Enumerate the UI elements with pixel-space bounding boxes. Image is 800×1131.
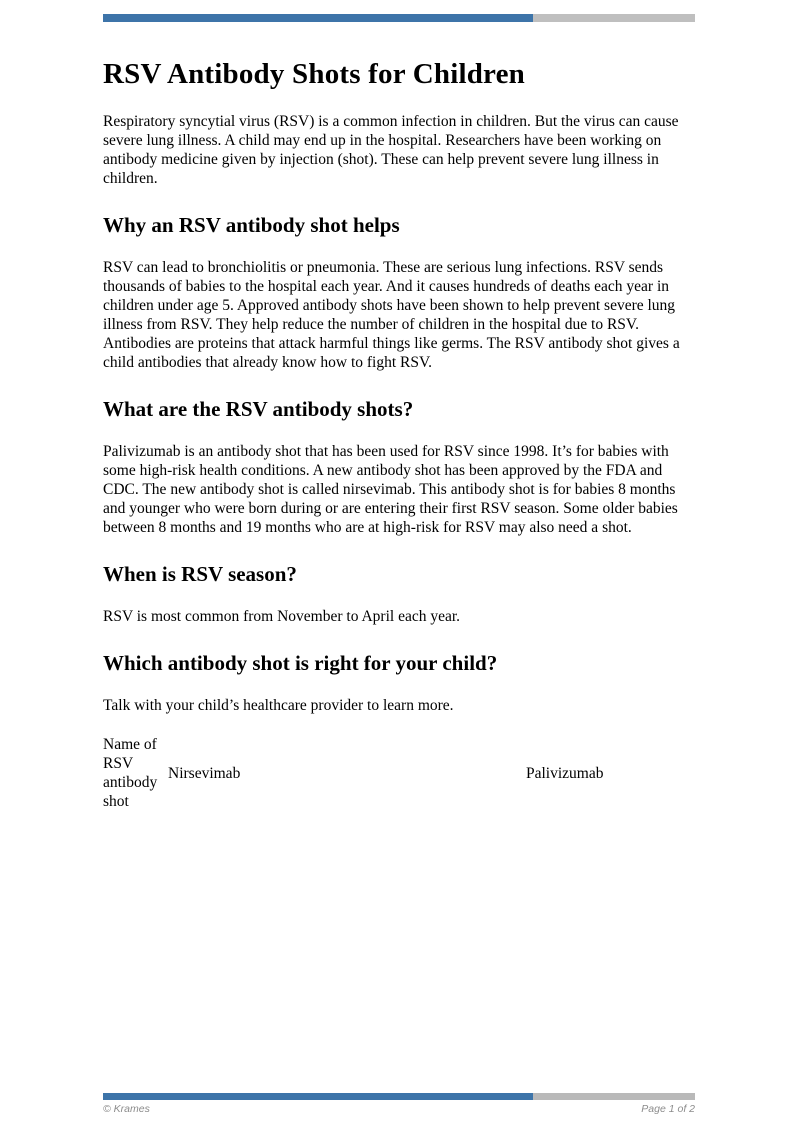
- footer-text-row: [103, 1103, 695, 1115]
- section-body: Talk with your child’s healthcare provider to learn more.: [103, 697, 454, 714]
- accent-bar-gray-segment: [533, 14, 695, 22]
- table-cell-nirsevimab: Nirsevimab: [168, 764, 241, 782]
- table-row: [103, 735, 695, 811]
- section-body: RSV is most common from November to April each year.: [103, 608, 461, 625]
- footer-bar-gray-segment: [533, 1093, 695, 1100]
- section-heading: Why an RSV antibody shot helps: [103, 213, 400, 237]
- copyright-text: © Krames: [103, 1103, 150, 1115]
- section-which-shot-is-right: [103, 651, 695, 715]
- top-accent-bar: [103, 14, 695, 22]
- section-body: Palivizumab is an antibody shot that has been used for RSV since 1998. It’s for babies with some high-risk health conditions. A new antibody shot has been approved by the FDA and CDC. The new antibody shot is called nirsevimab. This antibody shot is for babies 8 months and younger who were born during or are entering their first RSV season. Some older babies between 8 months and 19 months who are at high-risk for RSV may also need a shot.: [103, 443, 678, 536]
- page-title: RSV Antibody Shots for Children: [103, 58, 525, 90]
- section-heading: Which antibody shot is right for your child?: [103, 651, 498, 675]
- footer-accent-bar: [103, 1093, 695, 1100]
- intro-paragraph: Respiratory syncytial virus (RSV) is a common infection in children. But the virus can cause severe lung illness. A child may end up in the hospital. Researchers have been working on antibody medicine given by injection (shot). These can help prevent severe lung illness in children.: [103, 113, 679, 187]
- table-row-header: Name of RSV antibody shot: [103, 736, 158, 810]
- footer-bar-blue-segment: [103, 1093, 533, 1100]
- section-heading: What are the RSV antibody shots?: [103, 397, 414, 421]
- page-indicator: Page 1 of 2: [641, 1103, 695, 1115]
- section-why-antibody-shot-helps: [103, 213, 695, 372]
- section-when-is-rsv-season: [103, 562, 695, 626]
- section-heading: When is RSV season?: [103, 562, 297, 586]
- section-what-are-the-shots: [103, 397, 695, 537]
- table-cell-palivizumab: Palivizumab: [526, 764, 604, 782]
- accent-bar-blue-segment: [103, 14, 533, 22]
- document-content: [103, 0, 695, 811]
- antibody-shot-comparison-table: [103, 735, 695, 811]
- page-footer: [103, 1093, 695, 1115]
- section-body: RSV can lead to bronchiolitis or pneumonia. These are serious lung infections. RSV sends thousands of babies to the hospital each year. And it causes hundreds of deaths each year in children under age 5. Approved antibody shots have been shown to help prevent severe lung illness from RSV. They help reduce the number of children in the hospital due to RSV. Antibodies are proteins that attack harmful things like germs. The RSV antibody shot gives a child antibodies that already know how to fight RSV.: [103, 259, 680, 371]
